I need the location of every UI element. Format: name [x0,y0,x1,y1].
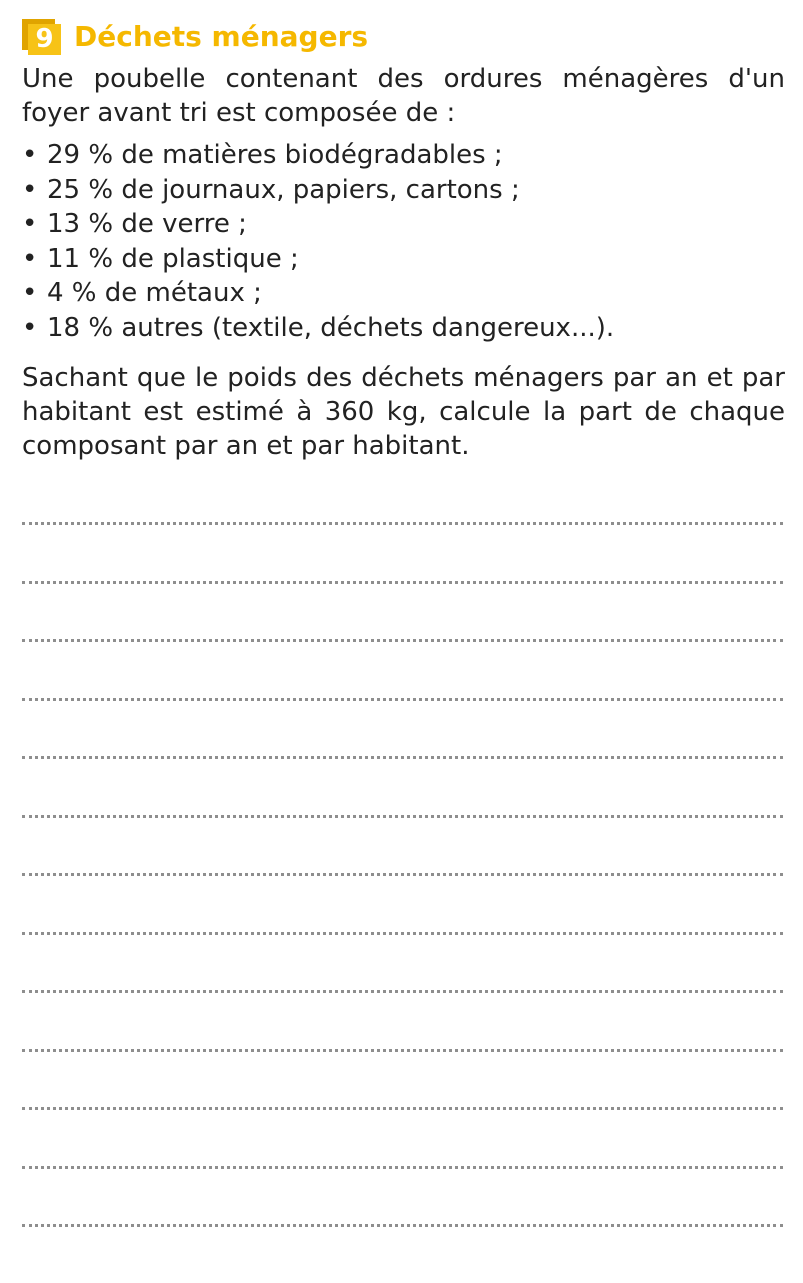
exercise-header [22,18,785,56]
list-item-text: 18 % autres (textile, déchets dangereux...). [47,312,615,343]
list-item [22,276,785,311]
answer-line[interactable] [22,1107,783,1110]
intro-text: Une poubelle contenant des ordures ménagères d'un foyer avant tri est composée de : [22,64,785,128]
answer-line[interactable] [22,698,783,701]
list-item [22,138,785,173]
bullet: • [22,312,38,343]
bullet: • [22,243,38,274]
list-item [22,207,785,242]
question-text: Sachant que le poids des déchets ménagers par an et par habitant est estimé à 360 kg, calcule la part de chaque composant par an et par habitant. [22,363,785,461]
answer-line[interactable] [22,990,783,993]
list-item-text: 25 % de journaux, papiers, cartons ; [47,174,520,205]
bullet: • [22,278,38,308]
bullet: • [22,209,38,239]
list-item-text: 4 % de métaux ; [47,278,262,308]
answer-line[interactable] [22,639,783,642]
list-item [22,173,785,208]
answer-line[interactable] [22,873,783,876]
list-item-text: 11 % de plastique ; [47,243,299,274]
answer-line[interactable] [22,1049,783,1052]
bullet: • [22,140,38,170]
composition-list [22,138,785,345]
exercise [22,18,785,463]
list-item-text: 13 % de verre ; [47,209,247,239]
exercise-title: Déchets ménagers [74,20,369,53]
answer-line[interactable] [22,932,783,935]
list-item-text: 29 % de matières biodégradables ; [47,140,503,170]
answer-line[interactable] [22,1224,783,1227]
answer-line[interactable] [22,756,783,759]
answer-line[interactable] [22,522,783,525]
bullet: • [22,174,38,205]
exercise-number-badge [22,19,62,55]
list-item [22,311,785,346]
answer-line[interactable] [22,815,783,818]
answer-line[interactable] [22,581,783,584]
answer-line[interactable] [22,1166,783,1169]
answer-area[interactable] [22,522,783,1283]
exercise-number: 9 [28,24,61,55]
list-item [22,242,785,277]
